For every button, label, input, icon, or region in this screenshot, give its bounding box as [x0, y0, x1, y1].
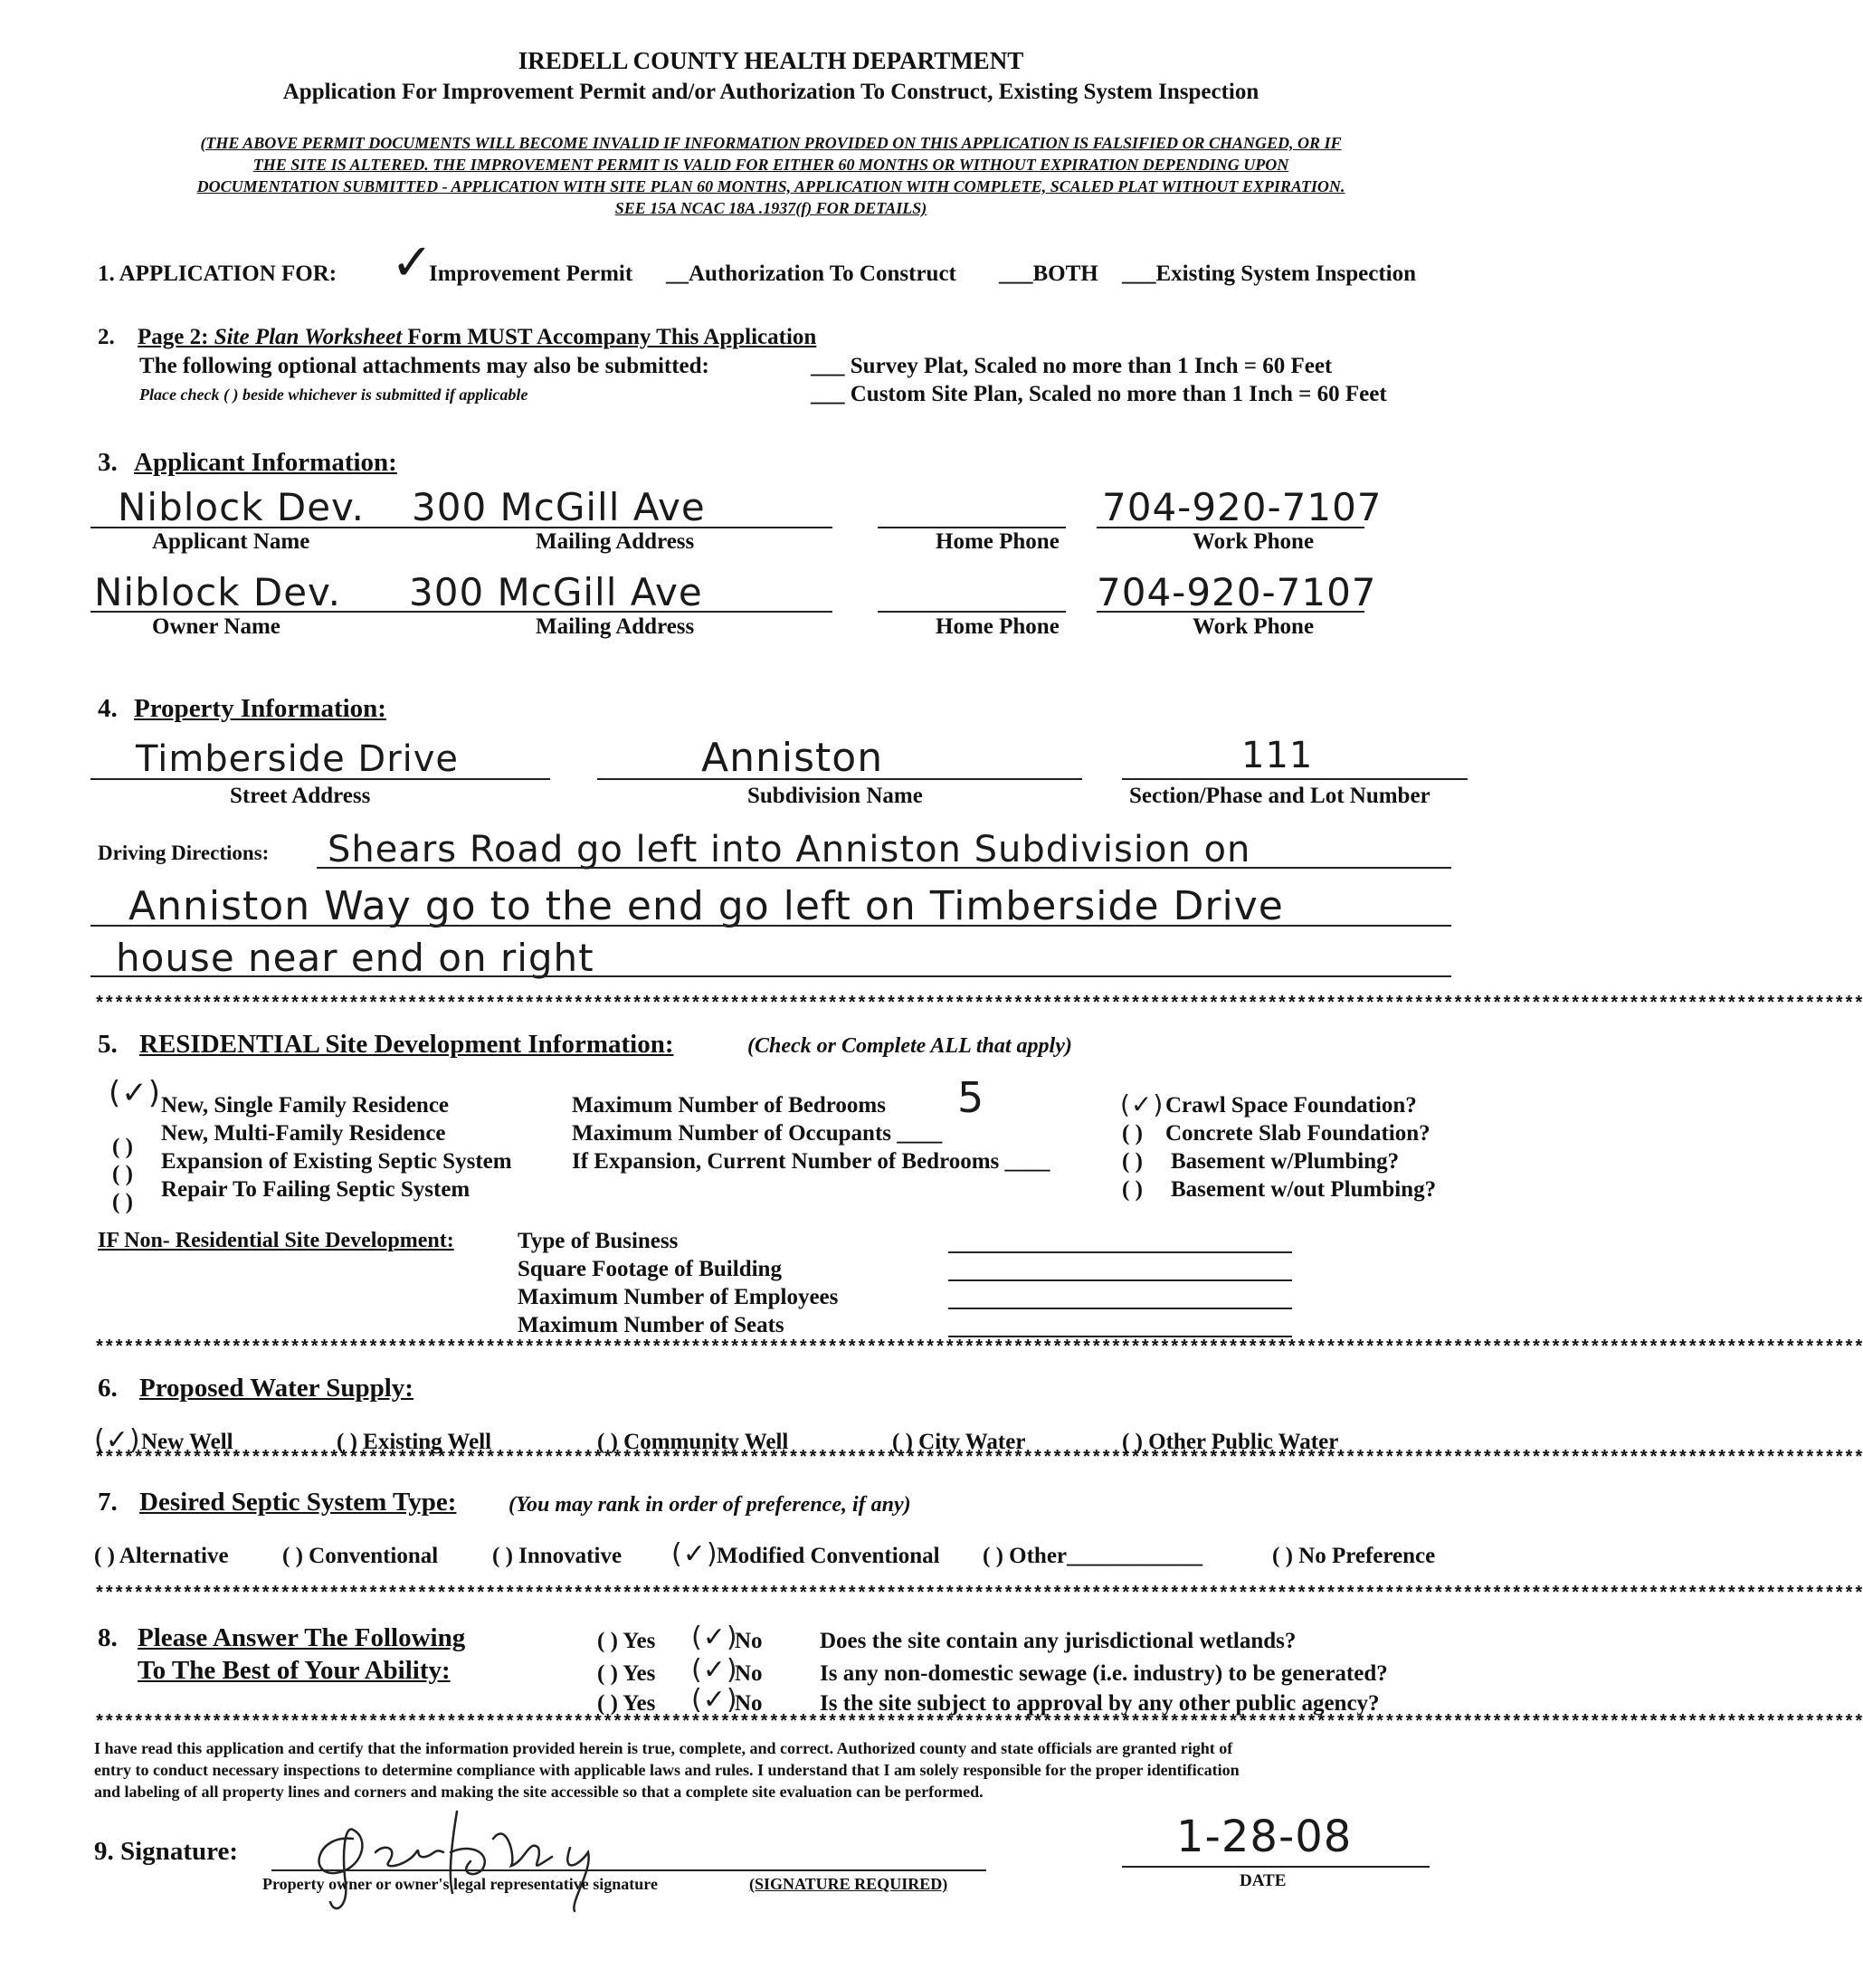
application-for-label: 1. APPLICATION FOR: [98, 262, 337, 286]
section-7-number: 7. [98, 1488, 118, 1517]
section-2-title [138, 325, 816, 350]
form-subtitle: Application For Improvement Permit and/or Authorization To Construct, Existing System Inspection [282, 80, 1259, 104]
lot-number-value[interactable]: 111 [1241, 735, 1314, 776]
divider-stars: ************************************************************************************************************************************************************************************* [94, 1713, 1863, 1734]
notice-line: DOCUMENTATION SUBMITTED - APPLICATION WITH SITE PLAN 60 MONTHS, APPLICATION WITH COMPLETE, SCALED PLAT WITHOUT EXPIRATION. [196, 177, 1345, 195]
wetlands-no-check[interactable]: (✓) [691, 1622, 738, 1653]
agency-yes-option[interactable]: ( ) Yes [597, 1691, 656, 1716]
owner-name-label: Owner Name [152, 614, 280, 639]
date-value[interactable]: 1-28-08 [1176, 1812, 1353, 1862]
sewage-no-label: No [735, 1661, 763, 1686]
other-public-water-option[interactable]: ( ) Other Public Water [1122, 1430, 1339, 1454]
section-7-note: (You may rank in order of preference, if any) [509, 1493, 911, 1517]
max-seats-label: Maximum Number of Seats [518, 1313, 784, 1337]
city-water-option[interactable]: ( ) City Water [892, 1430, 1026, 1454]
agency-no-check[interactable]: (✓) [691, 1684, 738, 1716]
expansion-checkbox[interactable]: ( ) [112, 1162, 133, 1186]
signature-label: 9. Signature: [94, 1837, 238, 1866]
divider-stars: ************************************************************************************************************************************************************************************* [94, 1449, 1863, 1470]
optional-attachments-text: The following optional attachments may also be submitted: [139, 354, 709, 378]
single-family-check[interactable]: (✓) [109, 1075, 162, 1111]
applicant-mailing-label: Mailing Address [536, 529, 695, 554]
max-employees-label: Maximum Number of Employees [518, 1285, 839, 1309]
driving-directions-line-2[interactable]: Anniston Way go to the end go left on Timberside Drive [128, 883, 1284, 929]
section-2-title-b: Site Plan Worksheet [214, 325, 403, 349]
max-employees-field[interactable] [948, 1308, 1292, 1309]
section-5-title: RESIDENTIAL Site Development Information: [139, 1030, 674, 1059]
handwritten-signature[interactable] [299, 1803, 642, 1920]
current-bedrooms-label: If Expansion, Current Number of Bedrooms ____ [572, 1149, 1050, 1174]
driving-directions-line-3[interactable]: house near end on right [116, 936, 594, 980]
driving-directions-label: Driving Directions: [98, 842, 270, 864]
subdivision-value[interactable]: Anniston [701, 735, 884, 781]
expansion-label: Expansion of Existing Septic System [161, 1149, 512, 1174]
agency-question: Is the site subject to approval by any other public agency? [820, 1691, 1380, 1716]
applicant-work-phone-line [1097, 527, 1364, 528]
crawl-space-check[interactable]: (✓) [1120, 1089, 1164, 1119]
form-title: IREDELL COUNTY HEALTH DEPARTMENT [518, 47, 1024, 74]
section-4-number: 4. [98, 694, 118, 723]
section-3-title: Applicant Information: [134, 448, 397, 477]
subdivision-label: Subdivision Name [747, 784, 923, 808]
section-6-title: Proposed Water Supply: [139, 1374, 413, 1403]
owner-mailing-label: Mailing Address [536, 614, 695, 639]
section-8-number: 8. [98, 1623, 118, 1652]
type-of-business-label: Type of Business [518, 1229, 679, 1253]
max-seats-field[interactable] [948, 1336, 1292, 1337]
signature-line [271, 1869, 986, 1871]
applicant-work-phone-value[interactable]: 704-920-7107 [1102, 485, 1383, 529]
square-footage-field[interactable] [948, 1279, 1292, 1281]
driving-directions-line-1[interactable]: Shears Road go left into Anniston Subdivision on [328, 829, 1251, 870]
innovative-option[interactable]: ( ) Innovative [492, 1544, 623, 1568]
applicant-name-label: Applicant Name [152, 529, 310, 554]
street-address-label: Street Address [230, 784, 371, 808]
improvement-permit-option[interactable]: Improvement Permit [429, 262, 633, 286]
max-bedrooms-value[interactable]: 5 [957, 1073, 985, 1122]
date-line [1122, 1866, 1430, 1868]
max-occupants-label: Maximum Number of Occupants ____ [572, 1121, 943, 1146]
slab-checkbox[interactable]: ( ) [1122, 1121, 1143, 1146]
applicant-name-value[interactable]: Niblock Dev. [118, 485, 366, 529]
improvement-permit-check[interactable]: ✓ [391, 233, 434, 292]
lot-number-label: Section/Phase and Lot Number [1129, 784, 1431, 808]
street-address-value[interactable]: Timberside Drive [136, 738, 460, 780]
notice-line: (THE ABOVE PERMIT DOCUMENTS WILL BECOME INVALID IF INFORMATION PROVIDED ON THIS APPLICATION IS FALSIFIED OR CHANGED, OR IF [200, 134, 1342, 152]
section-5-note: (Check or Complete ALL that apply) [747, 1034, 1072, 1058]
new-well-check[interactable]: (✓) [94, 1424, 141, 1456]
notice-line: THE SITE IS ALTERED. THE IMPROVEMENT PERMIT IS VALID FOR EITHER 60 MONTHS OR WITHOUT EXPIRATION DEPENDING UPON [252, 156, 1289, 174]
section-8-title-1: Please Answer The Following [138, 1623, 466, 1652]
owner-home-phone-label: Home Phone [936, 614, 1060, 639]
certification-line: and labeling of all property lines and corners and making the site accessible so that a complete site evaluation can be performed. [94, 1783, 984, 1801]
section-6-number: 6. [98, 1374, 118, 1403]
modified-conventional-check[interactable]: (✓) [671, 1538, 718, 1570]
community-well-option[interactable]: ( ) Community Well [597, 1430, 789, 1454]
multi-family-label: New, Multi-Family Residence [161, 1121, 446, 1146]
both-option[interactable]: ___BOTH [999, 262, 1098, 286]
divider-stars: ************************************************************************************************************************************************************************************* [94, 1338, 1863, 1359]
single-family-label: New, Single Family Residence [161, 1093, 450, 1118]
owner-name-value[interactable]: Niblock Dev. [94, 570, 342, 614]
signature-required-note: (SIGNATURE REQUIRED) [749, 1875, 948, 1893]
slab-label: Concrete Slab Foundation? [1165, 1121, 1431, 1146]
section-2-title-a: Page 2: [138, 325, 214, 349]
directions-rule-1 [317, 867, 1451, 869]
square-footage-label: Square Footage of Building [518, 1257, 782, 1281]
repair-checkbox[interactable]: ( ) [112, 1190, 133, 1214]
modified-conventional-label: Modified Conventional [717, 1544, 940, 1568]
divider-stars: ************************************************************************************************************************************************************************************* [94, 994, 1863, 1015]
authorization-option[interactable]: __Authorization To Construct [666, 262, 956, 286]
sewage-no-check[interactable]: (✓) [691, 1654, 738, 1686]
existing-system-option[interactable]: ___Existing System Inspection [1122, 262, 1417, 286]
applicant-line [90, 527, 832, 528]
owner-address-value[interactable]: 300 McGill Ave [409, 570, 703, 614]
applicant-home-phone-label: Home Phone [936, 529, 1060, 554]
subdivision-line [597, 778, 1082, 780]
lot-number-line [1122, 778, 1468, 780]
owner-home-phone-line [878, 611, 1066, 613]
section-4-title: Property Information: [134, 694, 386, 723]
divider-stars: ************************************************************************************************************************************************************************************* [94, 1584, 1863, 1605]
certification-line: I have read this application and certify that the information provided herein is true, complete, and correct. Authorized county and state officials are granted right of [94, 1739, 1233, 1757]
sewage-question: Is any non-domestic sewage (i.e. industry) to be generated? [820, 1661, 1388, 1686]
directions-rule-3 [90, 975, 1451, 977]
wetlands-yes-option[interactable]: ( ) Yes [597, 1629, 656, 1653]
basement-no-plumbing-checkbox[interactable]: ( ) [1122, 1177, 1143, 1202]
section-3-number: 3. [98, 448, 118, 477]
type-of-business-field[interactable] [948, 1251, 1292, 1253]
place-check-note: Place check ( ) beside whichever is submitted if applicable [139, 385, 528, 404]
owner-work-phone-value[interactable]: 704-920-7107 [1097, 570, 1377, 614]
max-bedrooms-label: Maximum Number of Bedrooms [572, 1093, 886, 1118]
notice-line: SEE 15A NCAC 18A .1937(f) FOR DETAILS) [614, 199, 927, 217]
sewage-yes-option[interactable]: ( ) Yes [597, 1661, 656, 1686]
basement-no-plumbing-label: Basement w/out Plumbing? [1171, 1177, 1437, 1202]
date-label: DATE [1240, 1871, 1287, 1890]
basement-plumbing-checkbox[interactable]: ( ) [1122, 1149, 1143, 1174]
applicant-address-value[interactable]: 300 McGill Ave [412, 485, 706, 529]
other-septic-option[interactable]: ( ) Other____________ [983, 1544, 1203, 1568]
basement-plumbing-label: Basement w/Plumbing? [1171, 1149, 1400, 1174]
section-2-number: 2. [98, 325, 115, 349]
wetlands-question: Does the site contain any jurisdictional wetlands? [820, 1629, 1297, 1653]
section-8-title-2: To The Best of Your Ability: [138, 1656, 451, 1685]
directions-rule-2 [90, 925, 1451, 927]
applicant-home-phone-line [878, 527, 1066, 528]
non-residential-title: IF Non- Residential Site Development: [98, 1229, 454, 1252]
alternative-option[interactable]: ( ) Alternative [94, 1544, 229, 1568]
crawl-space-label: Crawl Space Foundation? [1165, 1093, 1417, 1118]
section-5-number: 5. [98, 1030, 118, 1059]
section-2-title-c: Form MUST Accompany This Application [402, 325, 817, 349]
wetlands-no-label: No [735, 1629, 763, 1653]
applicant-work-phone-label: Work Phone [1193, 529, 1315, 554]
new-well-label: New Well [141, 1430, 233, 1454]
survey-plat-option[interactable]: ___ Survey Plat, Scaled no more than 1 Inch = 60 Feet [811, 354, 1333, 378]
custom-site-plan-option[interactable]: ___ Custom Site Plan, Scaled no more than 1 Inch = 60 Feet [811, 382, 1387, 406]
signature-caption: Property owner or owner's legal representative signature [262, 1875, 658, 1893]
owner-work-phone-line [1097, 611, 1364, 613]
owner-work-phone-label: Work Phone [1193, 614, 1315, 639]
no-preference-option[interactable]: ( ) No Preference [1272, 1544, 1436, 1568]
certification-line: entry to conduct necessary inspections to determine compliance with applicable laws and rules. I understand that I am solely responsible for the proper identification [94, 1761, 1240, 1779]
existing-well-option[interactable]: ( ) Existing Well [337, 1430, 492, 1454]
conventional-option[interactable]: ( ) Conventional [282, 1544, 439, 1568]
owner-line [90, 611, 832, 613]
street-address-line [90, 778, 550, 780]
agency-no-label: No [735, 1691, 763, 1716]
repair-label: Repair To Failing Septic System [161, 1177, 471, 1202]
multi-family-checkbox[interactable]: ( ) [112, 1135, 133, 1159]
section-7-title: Desired Septic System Type: [139, 1488, 457, 1517]
